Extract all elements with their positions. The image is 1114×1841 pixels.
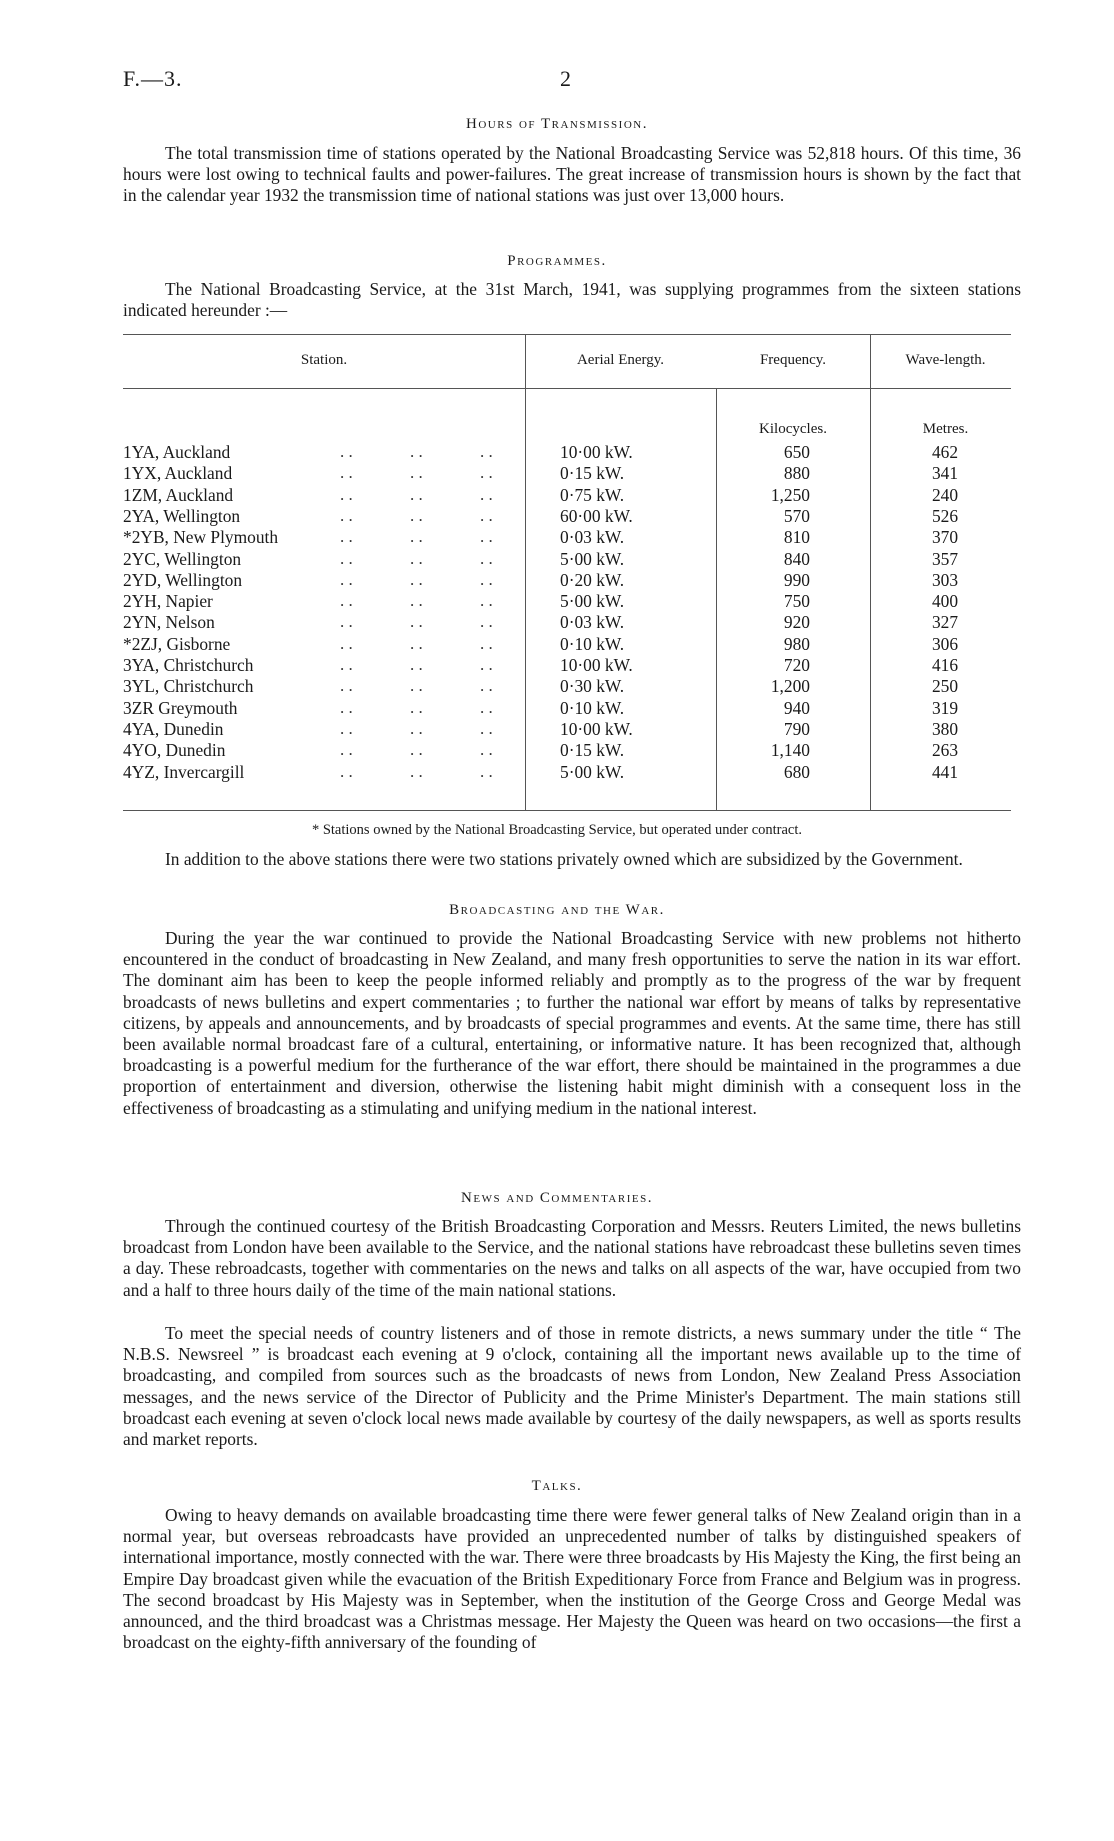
station-name: 2YC, Wellington (123, 548, 242, 569)
wave-length-value: 370 (931, 527, 959, 548)
leader-dots: . . (480, 633, 493, 653)
leader-dots: . . (410, 676, 423, 696)
leader-dots: . . (340, 633, 353, 653)
station-name: 4YZ, Invercargill (123, 761, 245, 782)
leader-dots: . . (340, 612, 353, 632)
leader-dots: . . (410, 591, 423, 611)
wave-length-value: 327 (931, 612, 959, 633)
leader-dots: . . (480, 612, 493, 632)
wave-length-value: 416 (931, 655, 959, 675)
station-name: 2YA, Wellington (123, 505, 241, 526)
leader-dots: . . (410, 463, 423, 483)
station-name: 2YH, Napier (123, 591, 213, 612)
station-name: 4YO, Dunedin (123, 740, 226, 761)
table-divider-2 (716, 388, 717, 810)
paragraph-hours: The total transmission time of stations operated by the National Broadcasting Service was 52,818 hours. Of this time, 36 hours were lost owing to technical faults and power-failures. The great increase of transmission hours is shown by the fact that in the calendar year 1932 the transmission time of national stations was just over 13,000 hours. (123, 143, 1021, 206)
leader-dots: . . (340, 761, 353, 781)
frequency-value: 570 (783, 505, 810, 526)
station-name: *2ZJ, Gisborne (123, 633, 231, 654)
leader-dots: . . (340, 676, 353, 696)
leader-dots: . . (480, 569, 493, 589)
station-name: 1YX, Auckland (123, 463, 233, 484)
leader-dots: . . (340, 527, 353, 547)
frequency-value: 940 (783, 697, 810, 718)
leader-dots: . . (340, 463, 353, 483)
aerial-energy-value: 5·00 kW. (560, 761, 625, 782)
heading-news-and-commentaries: News and Commentaries. (461, 1190, 653, 1206)
leader-dots: . . (340, 718, 353, 738)
wave-length-value: 250 (931, 676, 959, 697)
station-name: 4YA, Dunedin (123, 718, 224, 739)
leader-dots: . . (340, 740, 353, 760)
leader-dots: . . (480, 527, 493, 547)
leader-dots: . . (480, 655, 493, 674)
frequency-value: 980 (783, 633, 810, 654)
wave-length-value: 357 (931, 548, 959, 569)
leader-dots: . . (480, 591, 493, 611)
aerial-energy-value: 5·00 kW. (560, 548, 625, 569)
leader-dots: . . (410, 761, 423, 781)
paragraph-news-2: To meet the special needs of country listeners and of those in remote districts, a news summary under the title “ The N.B.S. Newsreel ” is broadcast each evening at 9 o'clock, containing all the important news available up to the time of broadcasting, and compiled from sources such as the broadcasts of news from London, New Zealand Press Association messages, and the news service of the Director of Publicity and the Prime Minister's Department. The main stations still broadcast each evening at seven o'clock local news made available by courtesy of the daily newspapers, as well as sports results and market reports. (123, 1323, 1021, 1450)
leader-dots: . . (480, 697, 493, 717)
aerial-energy-value: 0·20 kW. (560, 569, 625, 590)
leader-dots: . . (340, 697, 353, 717)
aerial-energy-value: 10·00 kW. (560, 655, 633, 675)
aerial-energy-value: 0·15 kW. (560, 463, 625, 484)
frequency-value: 790 (783, 718, 810, 739)
wave-length-value: 303 (931, 569, 959, 590)
leader-dots: . . (480, 484, 493, 504)
station-name: 2YN, Nelson (123, 612, 215, 633)
leader-dots: . . (410, 484, 423, 504)
station-name: 3YA, Christchurch (123, 655, 254, 675)
leader-dots: . . (410, 527, 423, 547)
wave-length-value: 526 (931, 505, 959, 526)
leader-dots: . . (410, 740, 423, 760)
heading-hours-of-transmission: Hours of Transmission. (466, 116, 648, 132)
paragraph-subsidized-stations: In addition to the above stations there were two stations privately owned which are subsidized by the Government. (165, 849, 963, 869)
page-number: 2 (560, 66, 571, 91)
heading-talks: Talks. (531, 1478, 583, 1494)
paragraph-programmes: The National Broadcasting Service, at the 31st March, 1941, was supplying programmes from the sixteen stations indicated hereunder :— (123, 279, 1021, 321)
frequency-value: 990 (783, 569, 810, 590)
leader-dots: . . (340, 591, 353, 611)
document-reference: F.—3. (123, 66, 183, 91)
wave-length-value: 240 (931, 484, 959, 505)
table-divider-3 (870, 334, 871, 810)
leader-dots: . . (410, 655, 423, 674)
table-bottom-rule (123, 810, 1011, 811)
leader-dots: . . (410, 548, 423, 568)
frequency-value: 1,250 (770, 484, 810, 505)
wave-length-value: 319 (931, 697, 959, 718)
station-name: 3YL, Christchurch (123, 676, 254, 697)
aerial-energy-value: 60·00 kW. (560, 505, 633, 526)
wave-length-value: 380 (931, 718, 959, 739)
heading-programmes: Programmes. (507, 253, 607, 269)
table-top-rule (123, 334, 1011, 335)
heading-broadcasting-and-the-war: Broadcasting and the War. (449, 902, 665, 918)
leader-dots: . . (480, 761, 493, 781)
aerial-energy-value: 10·00 kW. (560, 718, 633, 739)
frequency-value: 1,140 (770, 740, 810, 761)
leader-dots: . . (410, 718, 423, 738)
leader-dots: . . (480, 548, 493, 568)
wave-length-value: 306 (931, 633, 959, 654)
column-header-wave-length: Wave-length. (905, 352, 986, 368)
column-header-frequency: Frequency. (759, 352, 827, 368)
leader-dots: . . (480, 676, 493, 696)
station-name: 3ZR Greymouth (123, 697, 238, 718)
aerial-energy-value: 0·03 kW. (560, 527, 625, 548)
aerial-energy-value: 0·03 kW. (560, 612, 625, 633)
aerial-energy-value: 0·10 kW. (560, 697, 625, 718)
frequency-value: 680 (783, 761, 810, 782)
leader-dots: . . (410, 442, 423, 461)
leader-dots: . . (480, 718, 493, 738)
wave-length-value: 441 (931, 761, 959, 782)
aerial-energy-value: 0·30 kW. (560, 676, 625, 697)
leader-dots: . . (340, 548, 353, 568)
wave-length-value: 400 (931, 591, 959, 612)
unit-kilocycles: Kilocycles. (759, 421, 827, 437)
paragraph-talks: Owing to heavy demands on available broadcasting time there were fewer general talks of New Zealand origin than in a normal year, but overseas rebroadcasts have provided an unprecedented number of talks by distinguished speakers of international importance, mostly connected with the war. There were three broadcasts by His Majesty the King, the first being an Empire Day broadcast given while the evacuation of the British Expeditionary Force from France and Belgium was in progress. The second broadcast by His Majesty was in September, when the institution of the George Cross and George Medal was announced, and the third broadcast was a Christmas message. Her Majesty the Queen was heard on two occasions—the first a broadcast on the eighty-fifth anniversary of the founding of (123, 1505, 1021, 1653)
frequency-value: 840 (783, 548, 810, 569)
paragraph-news-1: Through the continued courtesy of the British Broadcasting Corporation and Messrs. Reuters Limited, the news bulletins broadcast from London have been available to the Service, and the national stations have rebroadcast these bulletins seven times a day. These rebroadcasts, together with commentaries on the news and talks on all aspects of the war, have occupied from two and a half to three hours daily of the time of the main national stations. (123, 1216, 1021, 1300)
station-name: *2YB, New Plymouth (123, 527, 279, 548)
frequency-value: 750 (783, 591, 810, 612)
station-name: 1YA, Auckland (123, 442, 231, 462)
unit-metres: Metres. (922, 421, 969, 437)
aerial-energy-value: 0·75 kW. (560, 484, 625, 505)
paragraph-war: During the year the war continued to provide the National Broadcasting Service with new problems not hitherto encountered in the conduct of broadcasting in New Zealand, and many fresh opportunities to serve the nation in its war effort. The dominant aim has been to keep the people informed reliably and promptly as to the progress of the war by frequent broadcasts of news bulletins and expert commentaries ; to further the national war effort by means of talks by representative citizens, by appeals and announcements, and by broadcasts of special programmes and events. At the same time, there has still been available normal broadcast fare of a cultural, entertaining, or informative nature. It has been recognized that, although broadcasting is a powerful medium for the furtherance of the war effort, there should be maintained in the programmes a due proportion of entertainment and diversion, otherwise the listening habit might diminish with a consequent loss in the effectiveness of broadcasting as a stimulating and unifying medium in the national interest. (123, 928, 1021, 1118)
frequency-value: 650 (783, 442, 810, 462)
wave-length-value: 341 (931, 463, 959, 484)
station-name: 1ZM, Auckland (123, 484, 234, 505)
table-footnote: * Stations owned by the National Broadcasting Service, but operated under contract. (311, 822, 803, 838)
aerial-energy-value: 0·15 kW. (560, 740, 625, 761)
frequency-value: 720 (783, 655, 810, 675)
leader-dots: . . (410, 612, 423, 632)
column-header-station: Station. (300, 352, 348, 368)
aerial-energy-value: 0·10 kW. (560, 633, 625, 654)
leader-dots: . . (410, 569, 423, 589)
frequency-value: 810 (783, 527, 810, 548)
wave-length-value: 462 (931, 442, 959, 462)
leader-dots: . . (480, 463, 493, 483)
leader-dots: . . (410, 697, 423, 717)
aerial-energy-value: 10·00 kW. (560, 442, 633, 462)
leader-dots: . . (340, 484, 353, 504)
leader-dots: . . (410, 633, 423, 653)
leader-dots: . . (340, 655, 353, 674)
leader-dots: . . (480, 740, 493, 760)
leader-dots: . . (480, 505, 493, 525)
leader-dots: . . (410, 505, 423, 525)
leader-dots: . . (480, 442, 493, 461)
wave-length-value: 263 (931, 740, 959, 761)
leader-dots: . . (340, 442, 353, 461)
leader-dots: . . (340, 505, 353, 525)
leader-dots: . . (340, 569, 353, 589)
frequency-value: 880 (783, 463, 810, 484)
frequency-value: 1,200 (770, 676, 810, 697)
aerial-energy-value: 5·00 kW. (560, 591, 625, 612)
table-divider-1 (525, 334, 526, 810)
table-header-rule (123, 388, 1011, 389)
column-header-aerial-energy: Aerial Energy. (576, 352, 665, 368)
station-name: 2YD, Wellington (123, 569, 243, 590)
frequency-value: 920 (783, 612, 810, 633)
